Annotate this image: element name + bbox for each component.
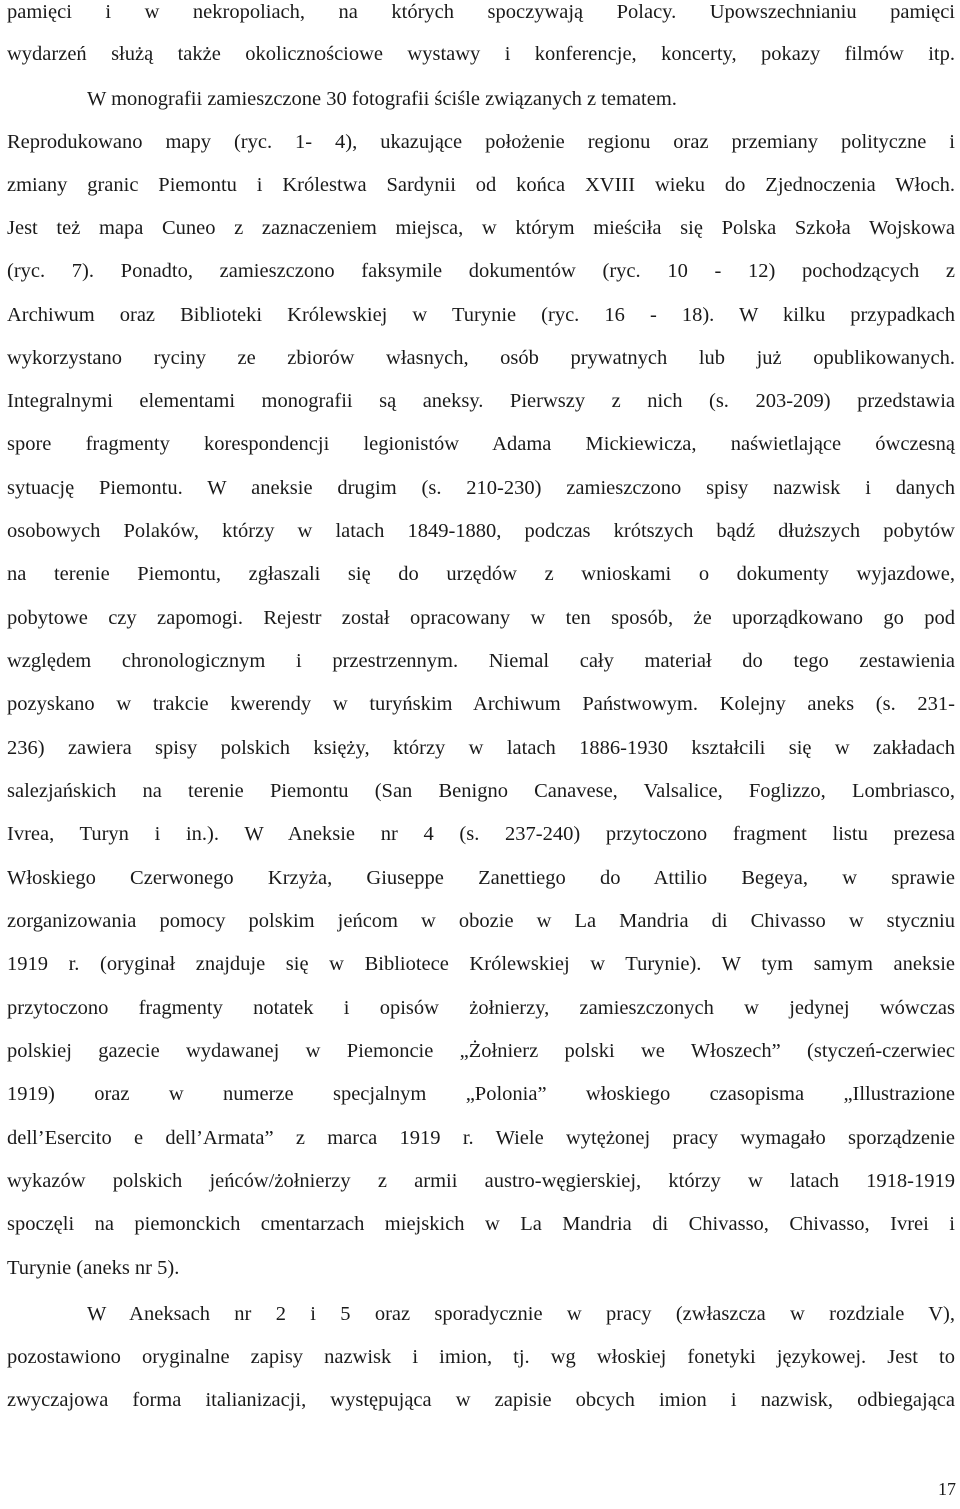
text-line: pamięci i w nekropoliach, na których spoczywają Polacy. Upowszechnianiu pamięci: [7, 1, 955, 23]
text-line: Jest też mapa Cuneo z zaznaczeniem miejsca, w którym mieściła się Polska Szkoła Wojskowa: [7, 217, 955, 239]
text-line: zorganizowania pomocy polskim jeńcom w obozie w La Mandria di Chivasso w styczniu: [7, 910, 955, 932]
text-line: wydarzeń służą także okolicznościowe wystawy i konferencje, koncerty, pokazy filmów itp.: [7, 43, 955, 65]
text-line: polskiej gazecie wydawanej w Piemoncie „Żołnierz polski we Włoszech” (styczeń-czerwiec: [7, 1040, 955, 1062]
text-line: zmiany granic Piemontu i Królestwa Sardynii od końca XVIII wieku do Zjednoczenia Włoch.: [7, 174, 955, 196]
text-line: spoczęli na piemonckich cmentarzach miejskich w La Mandria di Chivasso, Chivasso, Ivrei i: [7, 1213, 955, 1235]
page-number: 17: [938, 1479, 956, 1499]
text-line: salezjańskich na terenie Piemontu (San Benigno Canavese, Valsalice, Foglizzo, Lombriasco,: [7, 780, 955, 802]
text-line: wykazów polskich jeńców/żołnierzy z armii austro-węgierskiej, którzy w latach 1918-1919: [7, 1170, 955, 1192]
text-line: Turynie (aneks nr 5).: [7, 1257, 180, 1279]
text-line: zwyczajowa forma italianizacji, występująca w zapisie obcych imion i nazwisk, odbiegająca: [7, 1389, 955, 1411]
text-line: dell’Esercito e dell’Armata” z marca 1919 r. Wiele wytężonej pracy wymagało sporządzenie: [7, 1127, 955, 1149]
text-line: Reprodukowano mapy (ryc. 1- 4), ukazujące położenie regionu oraz przemiany polityczne i: [7, 131, 955, 153]
text-line: Ivrea, Turyn i in.). W Aneksie nr 4 (s. 237-240) przytoczono fragment listu prezesa: [7, 823, 955, 845]
text-line: wykorzystano ryciny ze zbiorów własnych, osób prywatnych lub już opublikowanych.: [7, 347, 955, 369]
text-line: pozyskano w trakcie kwerendy w turyńskim Archiwum Państwowym. Kolejny aneks (s. 231-: [7, 693, 955, 715]
text-line: pobytowe czy zapomogi. Rejestr został opracowany w ten sposób, że uporządkowano go pod: [7, 607, 955, 629]
text-line: pozostawiono oryginalne zapisy nazwisk i imion, tj. wg włoskiej fonetyki językowej. Jest to: [7, 1346, 955, 1368]
text-line: W Aneksach nr 2 i 5 oraz sporadycznie w pracy (zwłaszcza w rozdziale V),: [87, 1303, 955, 1325]
text-line: 1919) oraz w numerze specjalnym „Polonia” włoskiego czasopisma „Illustrazione: [7, 1083, 955, 1105]
text-line: W monografii zamieszczone 30 fotografii ściśle związanych z tematem.: [87, 88, 677, 110]
text-line: 1919 r. (oryginał znajduje się w Bibliotece Królewskiej w Turynie). W tym samym aneksie: [7, 953, 955, 975]
text-line: Włoskiego Czerwonego Krzyża, Giuseppe Zanettiego do Attilio Begeya, w sprawie: [7, 867, 955, 889]
text-line: osobowych Polaków, którzy w latach 1849-1880, podczas krótszych bądź dłuższych pobytów: [7, 520, 955, 542]
text-line: sytuację Piemontu. W aneksie drugim (s. 210-230) zamieszczono spisy nazwisk i danych: [7, 477, 955, 499]
text-line: względem chronologicznym i przestrzennym. Niemal cały materiał do tego zestawienia: [7, 650, 955, 672]
text-line: Archiwum oraz Biblioteki Królewskiej w Turynie (ryc. 16 - 18). W kilku przypadkach: [7, 304, 955, 326]
text-line: przytoczono fragmenty notatek i opisów żołnierzy, zamieszczonych w jedynej wówczas: [7, 997, 955, 1019]
text-line: Integralnymi elementami monografii są aneksy. Pierwszy z nich (s. 203-209) przedstawia: [7, 390, 955, 412]
text-line: 236) zawiera spisy polskich księży, którzy w latach 1886-1930 kształcili się w zakładach: [7, 737, 955, 759]
text-line: na terenie Piemontu, zgłaszali się do urzędów z wnioskami o dokumenty wyjazdowe,: [7, 563, 955, 585]
text-line: (ryc. 7). Ponadto, zamieszczono faksymile dokumentów (ryc. 10 - 12) pochodzących z: [7, 260, 955, 282]
text-line: spore fragmenty korespondencji legionistów Adama Mickiewicza, naświetlające ówczesną: [7, 433, 955, 455]
